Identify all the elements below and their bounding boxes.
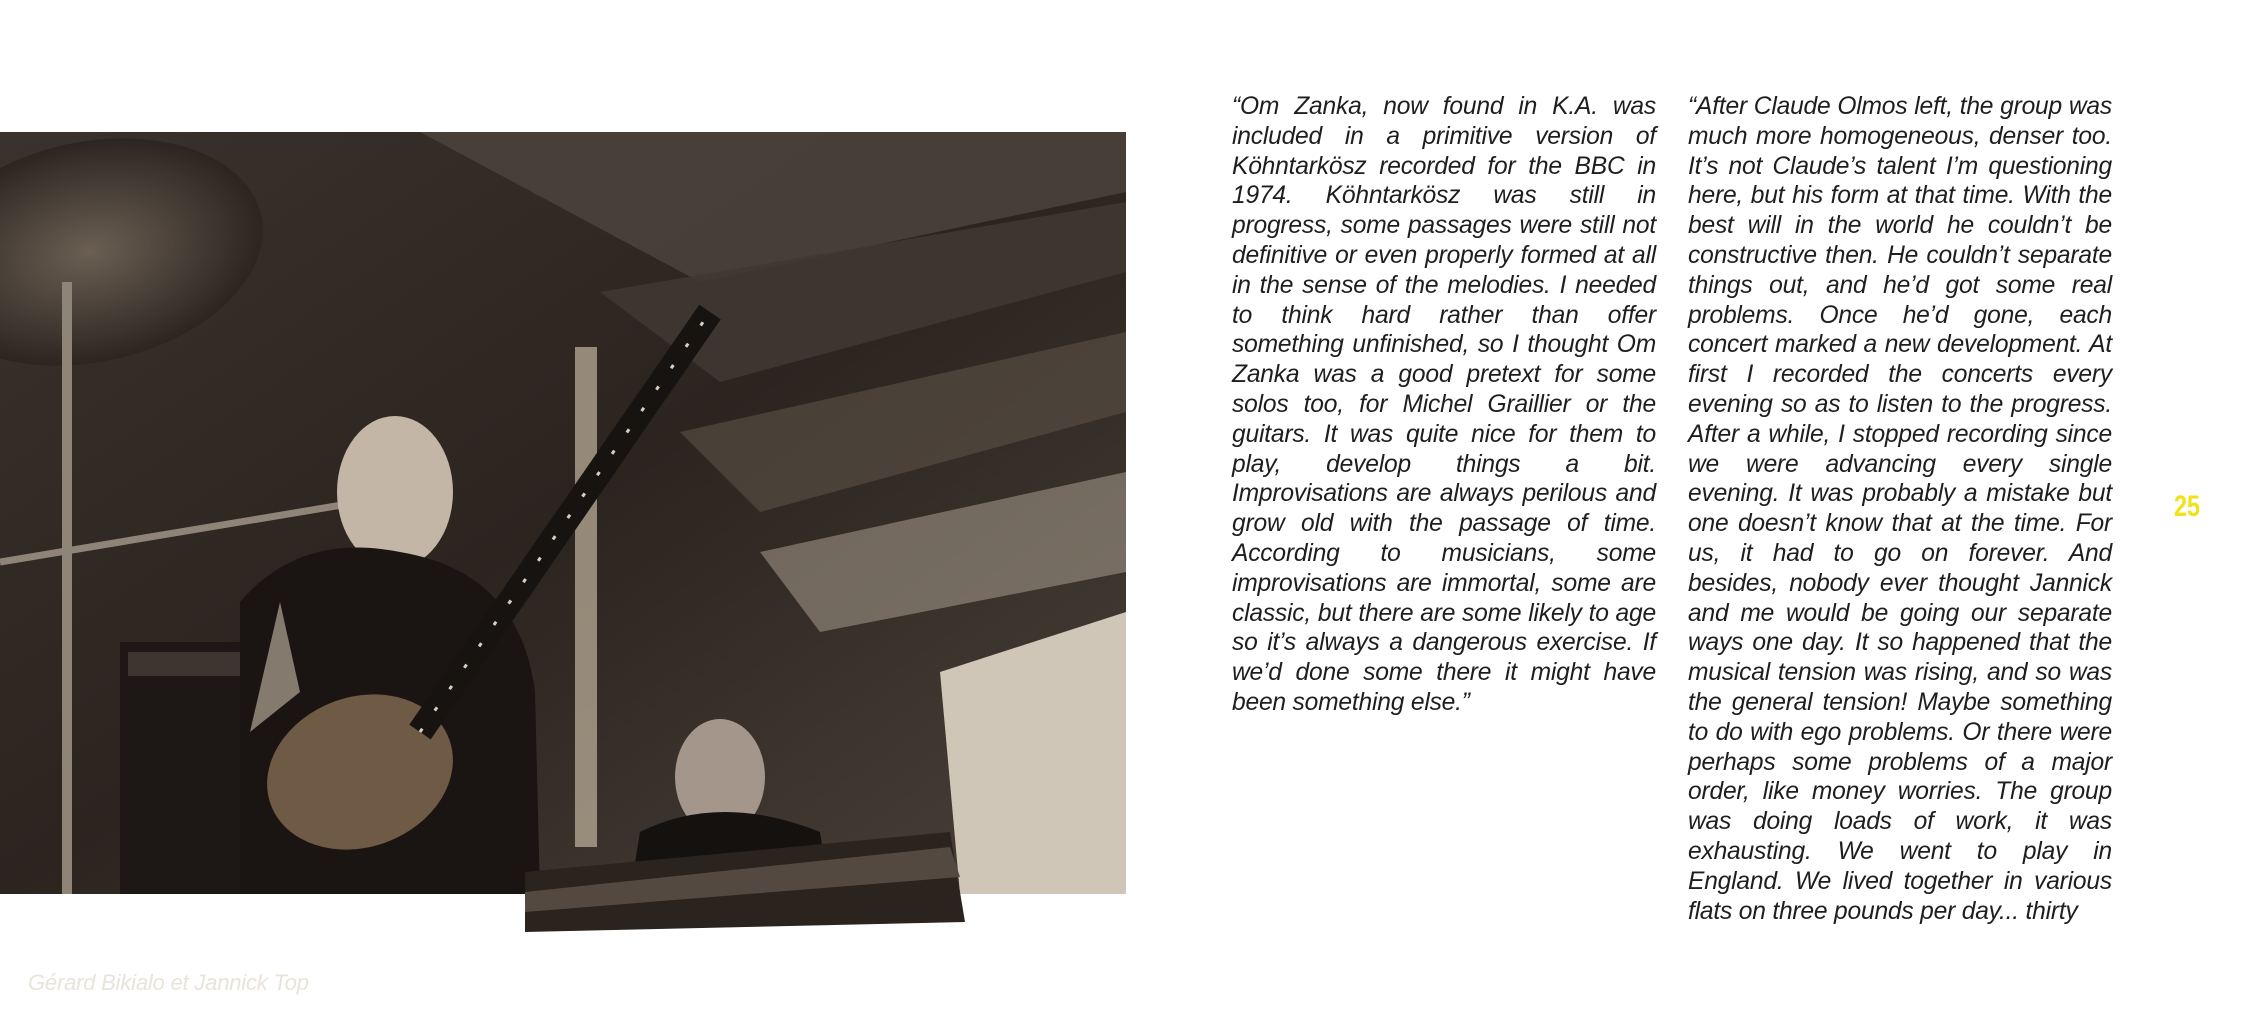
page-number: 25 [2174, 490, 2201, 523]
photo-caption: Gérard Bikialo et Jannick Top [28, 970, 309, 995]
text-column-left: “Om Zanka, now found in K.A. was included in a primitive version of Köhntarkösz recorded for the BBC in 1974. Köhntarkösz was still in progress, some passages were still not definitive or even properly formed at all in the sense of the melodies. I needed to think hard rather than offer something unfinished, so I thought Om Zanka was a good pretext for some solos too, for Michel Graillier or the guitars. It was quite nice for them to play, develop things a bit. Improvisations are always perilous and grow old with the passage of time. According to musicians, some improvisations are immortal, some are classic, but there are some likely to age so it’s always a dangerous exercise. If we’d done some there it might have been something else.” [1232, 93, 1656, 716]
text-column-right: “After Claude Olmos left, the group was much more homogeneous, denser too. It’s not Claude’s talent I’m questioning here, but his form at that time. With the best will in the world he couldn’t be constructive then. He couldn’t separate things out, and he’d got some real problems. Once he’d gone, each concert marked a new development. At first I recorded the concerts every evening so as to listen to the progress. After a while, I stopped recording since we were advancing every single evening. It was probably a mistake but one doesn’t know that at the time. For us, it had to go on forever. And besides, nobody ever thought Jannick and me would be going our separate ways one day. It so happened that the musical tension was rising, and so was the general tension! Maybe something to do with ego problems. Or there were perhaps some problems of a major order, like money worries. The group was doing loads of work, it was exhausting. We went to play in England. We lived together in various flats on three pounds per day... thirty [1688, 93, 2112, 925]
photo-illustration [0, 132, 1126, 894]
concert-photo [0, 132, 1126, 995]
